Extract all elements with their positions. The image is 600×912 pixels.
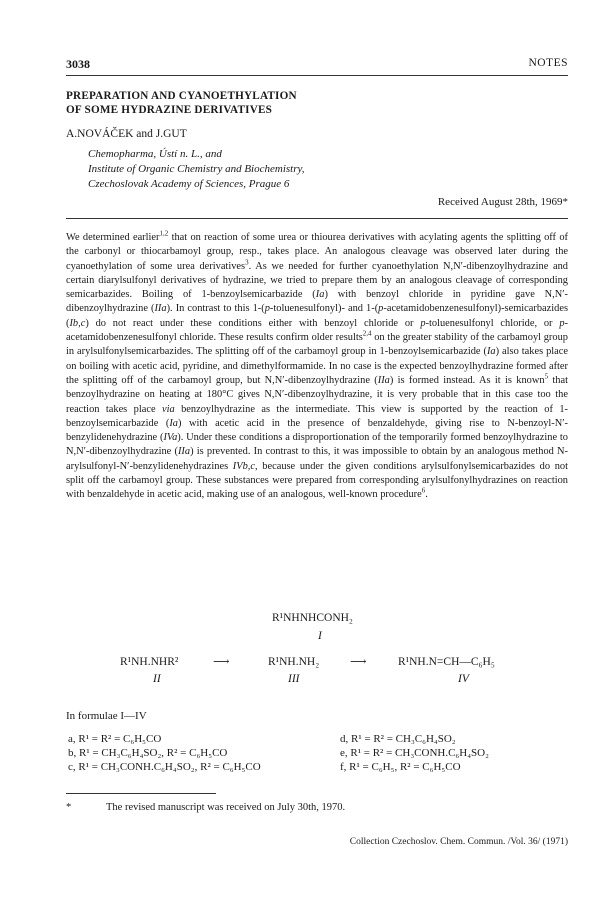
title-line-2: OF SOME HYDRAZINE DERIVATIVES bbox=[66, 104, 273, 116]
arrow-III-IV: ⟶ bbox=[350, 656, 367, 668]
footnote-marker: * bbox=[66, 802, 72, 813]
body-paragraph: We determined earlier$^{1,2}$ that on reaction of some urea or thiourea derivatives with acylating agents the splitting off of the carbonyl or thiocarbamoyl group, resp., takes place. An analogous cleavage was observed later during the cyanoethylation of some urea derivatives$^3$. As we needed for further cyanoethylation N,N′-dibenzoylhydrazine and certain diarylsulfonyl derivatives of hydrazine, we tried to prepare them by an analogous cleavage of corresponding semicarbazides. Boiling of 1-benzoylsemicarbazide (Ia) with benzoyl chloride in pyridine gave N,N′-dibenzoylhydrazine (IIa). In contrast to this 1-(p-toluenesulfonyl)- and 1-(p-acetamidobenzenesulfonyl)-semicarbazides (Ib,c) do not react under these conditions either with benzoyl chloride or p-toluenesulfonyl chloride, or p-acetamidobenzenesulfonyl chloride. These results confirm older results$^{2,4}$ on the greater stability of the carbamoyl group in arylsulfonylsemicarbazides. The splitting off of the carbamoyl group in 1-benzoylsemicarbazide (Ia) also takes place on boiling with acetic acid, pyridine, and dimethylformamide. In no case is the expected benzoylhydrazine formed after the splitting off of the carbamoyl group, but N,N′-dibenzoylhydrazine (IIa) is formed instead. As it is known$^5$ that benzoylhydrazine on heating at 180°C gives N,N′-dibenzoylhydrazine, it is very probable that in this case too the reaction takes place via benzoylhydrazine as the intermediate. This view is supported by the reaction of 1-benzoylsemicarbazide (Ia) with acetic acid in the presence of benzaldehyde, giving rise to N-benzoyl-N′-benzylidenehydrazine (IVa). Under these conditions a disproportionation of the temporarily formed benzoylhydrazine to N,N′-dibenzoylhydrazine (IIa) is prevented. In contrast to this, it was impossible to obtain by an analogous method N-arylsulfonyl-N′-benzylidenehydrazines IVb,c, because under the given conditions arylsulfonylsemicarbazides do not split off the carbamoyl group. These substances were prepared from corresponding arylsulfonylhydrazines on reaction with benzaldehyde in acetic acid, making use of an analogous, well-known procedure$^6$. bbox=[66, 229, 569, 501]
formula-a: a, R¹ = R² = C₆H₅CO bbox=[68, 733, 162, 745]
received-date: Received August 28th, 1969* bbox=[437, 196, 568, 208]
formula-e: e, R¹ = R² = CH₃CONH.C₆H₄SO₂ bbox=[340, 747, 489, 759]
label-II: II bbox=[153, 673, 161, 685]
formulae-title: In formulae I—IV bbox=[66, 710, 147, 722]
label-I: I bbox=[318, 630, 322, 642]
page-number: 3038 bbox=[66, 57, 90, 71]
page-header bbox=[66, 57, 568, 75]
header-rule bbox=[66, 75, 568, 76]
affiliation-line-3: Czechoslovak Academy of Sciences, Prague 6 bbox=[88, 178, 290, 190]
compound-II: R¹NH.NHR² bbox=[120, 656, 179, 668]
section-label: NOTES bbox=[528, 57, 568, 69]
title-line-1: PREPARATION AND CYANOETHYLATION bbox=[66, 90, 297, 102]
affiliation-line-1: Chemopharma, Ústí n. L., and bbox=[88, 148, 222, 160]
compound-I: R¹NHNHCONH₂ bbox=[272, 612, 353, 624]
compound-IV: R¹NH.N=CH—C₆H₅ bbox=[398, 656, 495, 668]
footnote bbox=[66, 802, 345, 813]
journal-reference: Collection Czechoslov. Chem. Commun. /Vol. 36/ (1971) bbox=[349, 837, 568, 847]
arrow-II-III: ⟶ bbox=[213, 656, 230, 668]
formula-f: f, R¹ = C₆H₅, R² = C₆H₅CO bbox=[340, 761, 461, 773]
title-block-rule bbox=[66, 218, 568, 219]
formula-c: c, R¹ = CH₃CONH.C₆H₄SO₂, R² = C₆H₅CO bbox=[68, 761, 261, 773]
affiliation-line-2: Institute of Organic Chemistry and Biochemistry, bbox=[88, 163, 305, 175]
formula-b: b, R¹ = CH₃C₆H₄SO₂, R² = C₆H₅CO bbox=[68, 747, 228, 759]
label-IV: IV bbox=[458, 673, 469, 685]
label-III: III bbox=[288, 673, 300, 685]
compound-III: R¹NH.NH₂ bbox=[268, 656, 320, 668]
footnote-text: The revised manuscript was received on July 30th, 1970. bbox=[106, 802, 346, 813]
authors: A.NOVÁČEK and J.GUT bbox=[66, 128, 187, 140]
article-title bbox=[66, 89, 566, 117]
footnote-rule bbox=[66, 793, 216, 794]
affiliation bbox=[88, 147, 548, 192]
formula-d: d, R¹ = R² = CH₃C₆H₄SO₂ bbox=[340, 733, 456, 745]
